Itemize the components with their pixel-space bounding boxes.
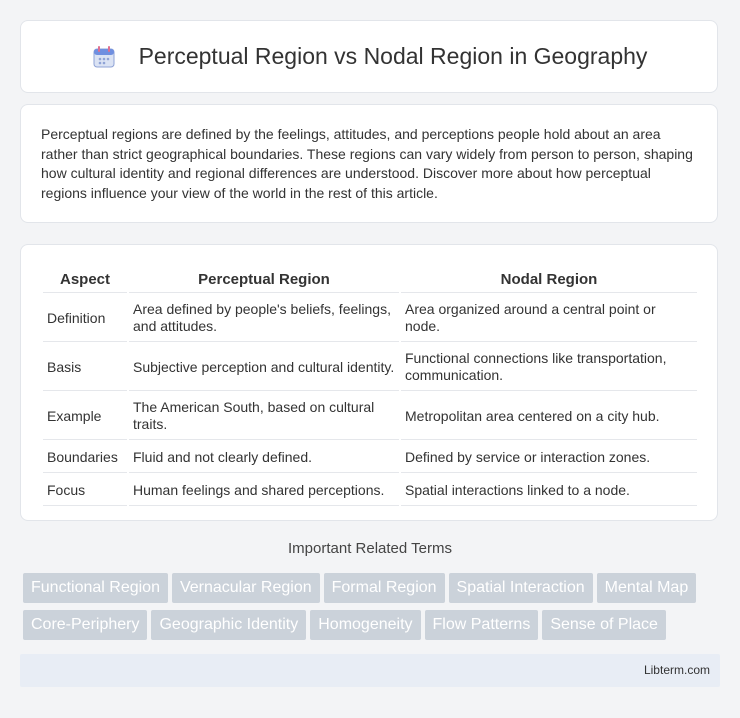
tag-geographic-identity[interactable]: Geographic Identity: [151, 610, 306, 640]
tag-formal-region[interactable]: Formal Region: [324, 573, 445, 603]
table-cell: Example: [43, 393, 127, 440]
table-cell: Focus: [43, 475, 127, 506]
table-cell: Boundaries: [43, 442, 127, 473]
table-cell: Area organized around a central point or node.: [401, 295, 697, 342]
tag-core-periphery[interactable]: Core-Periphery: [23, 610, 147, 640]
related-terms-title: Important Related Terms: [288, 540, 452, 557]
table-cell: Area defined by people's beliefs, feelings, and attitudes.: [129, 295, 399, 342]
table-cell: Functional connections like transportation, communication.: [401, 344, 697, 391]
comparison-table: [41, 265, 699, 508]
table-cell: Basis: [43, 344, 127, 391]
table-row: [43, 295, 697, 342]
table-row: [43, 344, 697, 391]
tag-mental-map[interactable]: Mental Map: [597, 573, 697, 603]
tag-flow-patterns[interactable]: Flow Patterns: [425, 610, 539, 640]
table-cell: Subjective perception and cultural identity.: [129, 344, 399, 391]
tag-homogeneity[interactable]: Homogeneity: [310, 610, 420, 640]
table-cell: The American South, based on cultural traits.: [129, 393, 399, 440]
tag-functional-region[interactable]: Functional Region: [23, 573, 168, 603]
comparison-table-card: [20, 244, 718, 521]
table-cell: Metropolitan area centered on a city hub.: [401, 393, 697, 440]
table-row: [43, 393, 697, 440]
table-cell: Definition: [43, 295, 127, 342]
table-row: [43, 442, 697, 473]
table-cell: Fluid and not clearly defined.: [129, 442, 399, 473]
header-card: [20, 20, 718, 93]
tag-spatial-interaction[interactable]: Spatial Interaction: [449, 573, 593, 603]
intro-text: Perceptual regions are defined by the feelings, attitudes, and perceptions people hold about an area rather than strict geographical boundaries. These regions can vary widely from person to person, shaping how cultural identity and regional differences are understood. Discover more about how perceptual regions influence your view of the world in the rest of this article.: [41, 126, 693, 201]
related-terms-tags: [23, 573, 723, 647]
intro-card: [20, 104, 718, 223]
table-header: Aspect: [43, 267, 127, 293]
footer-link[interactable]: Libterm.com: [643, 663, 710, 677]
tag-sense-of-place[interactable]: Sense of Place: [542, 610, 666, 640]
calendar-icon: [91, 44, 117, 70]
table-header: Perceptual Region: [129, 267, 399, 293]
footer: [20, 654, 720, 687]
table-cell: Human feelings and shared perceptions.: [129, 475, 399, 506]
table-cell: Spatial interactions linked to a node.: [401, 475, 697, 506]
page-title: Perceptual Region vs Nodal Region in Geography: [138, 43, 648, 69]
tag-vernacular-region[interactable]: Vernacular Region: [172, 573, 320, 603]
table-header: Nodal Region: [401, 267, 697, 293]
table-cell: Defined by service or interaction zones.: [401, 442, 697, 473]
table-row: [43, 475, 697, 506]
